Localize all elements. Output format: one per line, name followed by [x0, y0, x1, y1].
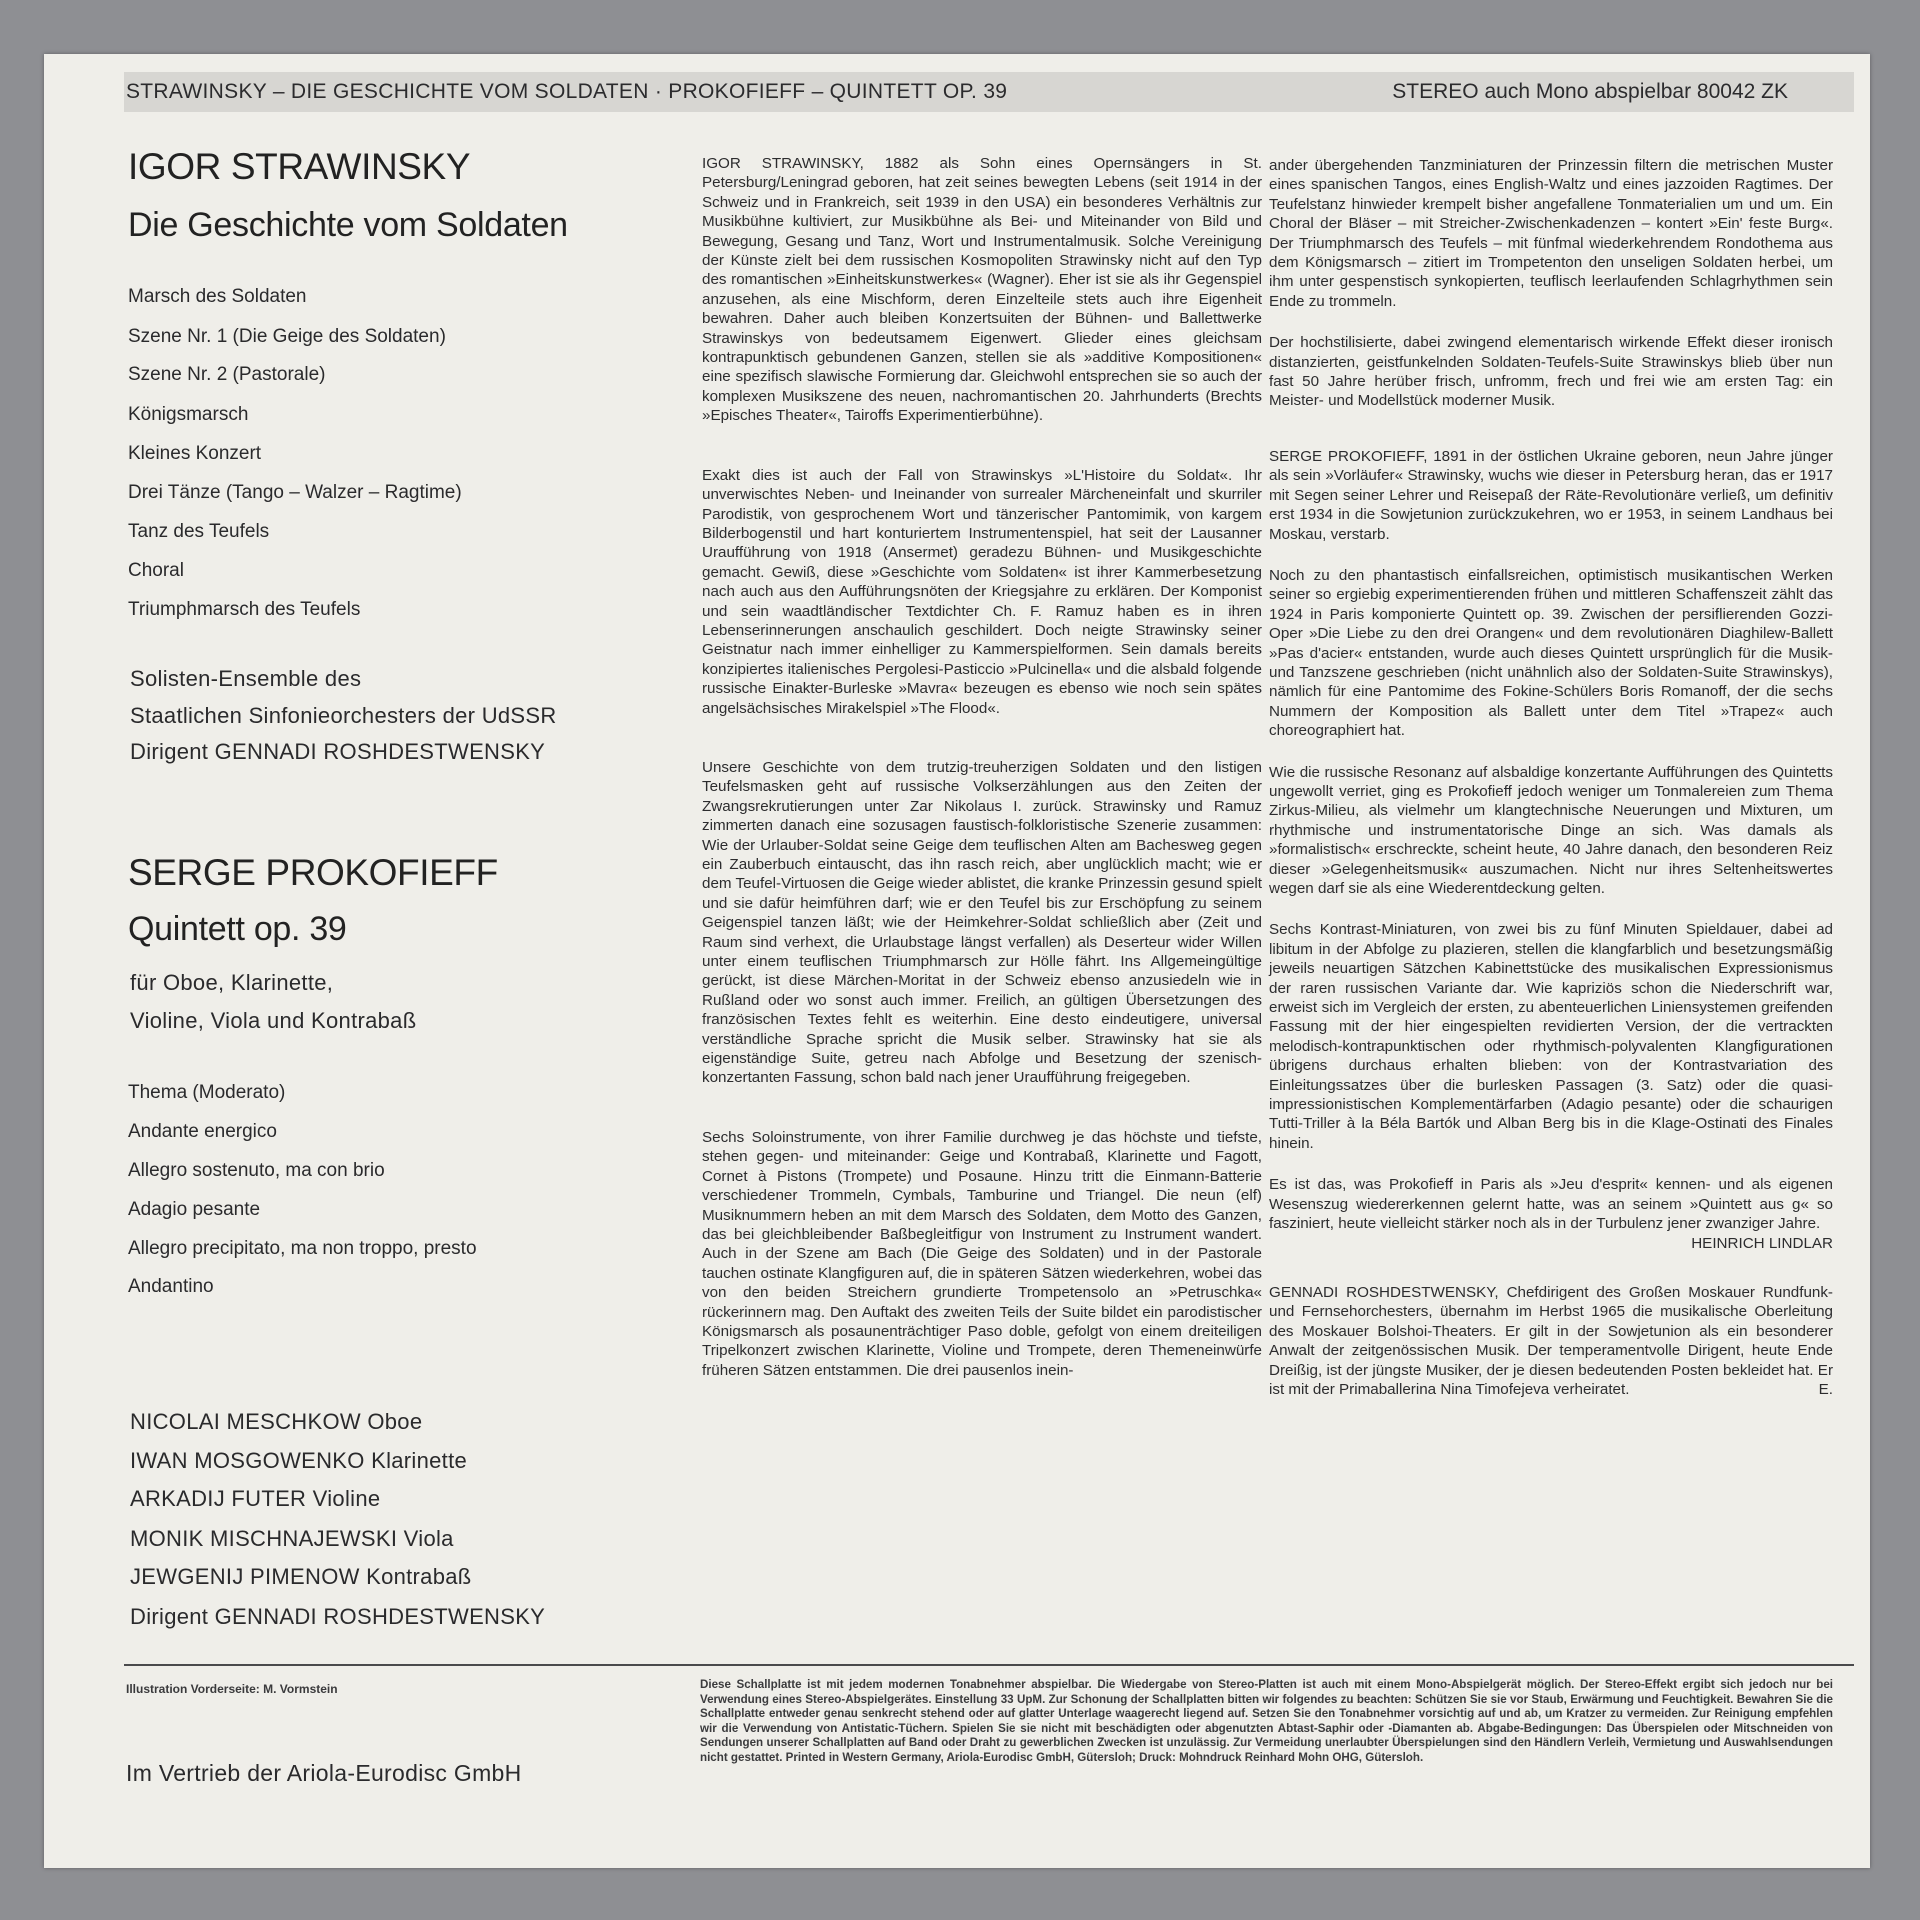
author-signature: HEINRICH LINDLAR — [1691, 1234, 1833, 1252]
footer-divider — [124, 1664, 1854, 1666]
liner-notes-right — [1269, 156, 1833, 1422]
liner-paragraph: Der hochstilisierte, dabei zwingend elementarisch wirkende Effekt dieser ironisch distanzierten, geistfunkelnden Soldaten-Teufels-Suite Strawinskys blieb über nun fast 50 Jahre herüber frisch, unfromm, frech und frei wie am ersten Tag: ein Meister- und Modellstück moderner Musik. — [1269, 334, 1833, 410]
performer-line: MONIK MISCHNAJEWSKI Viola — [130, 1526, 454, 1551]
liner-paragraph: Exakt dies ist auch der Fall von Strawinskys »L'Histoire du Soldat«. Ihr unverwischtes Neben- und Ineinander von surrealer Märcheneinfalt und skurriler Parodistik, von gesprochenem Wort und tänzerischer Pantomimik, von kargem Bilderbogenstil und hart konturiertem Instrumentenspiel, hat seit der Lausanner Uraufführung von 1918 (Ansermet) geradezu Bühnen- und Musikgeschichte gemacht. Gewiß, diese »Geschichte vom Soldaten« ist ihrer Kammerbesetzung nach auch aus den Aufführungsnöten der Kriegsjahre zu erklären. Der Komponist und sein waadtländischer Textdichter Ch. F. Ramuz haben es in ihren Lebenserinnerungen anschaulich geschildert. Doch neigte Strawinsky seiner Geistnatur nach immer einhelliger zu Kammerspielformen. Sein damals bereits konzipiertes italienisches Pergolesi-Pasticcio »Pulcinella« und die alsbald folgende russische Einakter-Burleske »Mavra« bezeugen es ebenso wie noch sein spätes angelsächsisches Mirakelspiel »The Flood«. — [702, 466, 1262, 717]
liner-paragraph: Es ist das, was Prokofieff in Paris als »Jeu d'esprit« kennen- und als eigenen Wesenszug wiedererkennen gelernt hatte, was an seinem »Quintett aus g« so fasziniert, heute vielleicht stärker noch als in der Turbulenz jener zwanziger Jahre. — [1269, 1176, 1833, 1233]
strawinsky-work: Die Geschichte vom Soldaten — [128, 206, 568, 244]
liner-notes-middle — [702, 154, 1262, 1402]
track-list-item: Andante energico — [128, 1121, 277, 1142]
playback-disclaimer: Diese Schallplatte ist mit jedem modernen Tonabnehmer abspielbar. Die Wiedergabe von Stereo-Platten ist auch mit einem Mono-Abspielgerät möglich. Der Stereo-Effekt ergibt sich jedoch nur bei Verwendung eines Stereo-Abspielgerätes. Einstellung 33 UpM. Zur Schonung der Schallplatten bitten wir folgendes zu beachten: Schützen Sie sie vor Staub, Erwärmung und Feuchtigkeit. Bewahren Sie die Schallplatte entweder genau senkrecht stehend oder auf glatter Unterlage waagerecht liegend auf. Setzen Sie den Tonabnehmer vorsichtig auf und ab, um Kratzer zu vermeiden. Zur Reinigung empfehlen wir die Verwendung von Antistatic-Tüchern. Spielen Sie sie nicht mit beschädigten oder abgenutzten Abtast-Saphir oder -Diamanten ab. Abgabe-Bedingungen: Das Überspielen oder Mitschneiden von Sendungen unserer Schallplatten auf Band oder Draht zu gewerblichen Zwecken ist unzulässig. Zur Vermeidung unerlaubter Überspielungen sind den Händlern Verleih, Vermietung und Auswahlsendungen nicht gestattet. Printed in Western Germany, Ariola-Eurodisc GmbH, Gütersloh; Druck: Mohndruck Reinhard Mohn OHG, Gütersloh. — [700, 1678, 1833, 1764]
liner-paragraph: Unsere Geschichte von dem trutzig-treuherzigen Soldaten und den listigen Teufelsmasken geht auf russische Volkserzählungen aus den Zeiten der Zwangsrekrutierungen unter Zar Nikolaus I. zurück. Strawinsky und Ramuz zimmerten danach eine sozusagen faustisch-folkloristische Szenerie zusammen: Wie der Urlauber-Soldat seine Geige dem teuflischen Alten am Bachesweg gegen ein Zauberbuch eintauscht, das ihn rasch reich, aber unglücklich macht; wie er dem Teufel-Virtuosen die Geige wieder ablistet, die kranke Prinzessin gesund spielt und sie dafür heimführen darf; wie er den Teufel bis zur Erschöpfung zu seinem Geigenspiel tanzen läßt; wie der Heimkehrer-Soldat schließlich aber (Zeit und Raum sind verhext, die Urlaubstage längst verfallen) als Deserteur wider Willen unter einem teuflischen Triumphmarsch zur Hölle fährt. Ins Allgemeingültige gerückt, ist diese Märchen-Moritat in der Schweiz ebenso anzusiedeln wie in Rußland oder wo sonst auch immer. Freilich, an gültigen Übersetzungen des französischen Textes fehlt es weiterhin. Eine desto eindeutigere, universal verständliche Sprache spricht die Musik selber. Strawinsky hat sie als eigenständige Suite, getreu nach Abfolge und Besetzung der szenisch-konzertanten Fassung, schon bald nach jener Uraufführung freigegeben. — [702, 758, 1263, 1087]
illustration-credit: Illustration Vorderseite: M. Vormstein — [126, 1682, 338, 1696]
track-list-item: Triumphmarsch des Teufels — [128, 599, 361, 620]
track-list-item: Allegro precipitato, ma non troppo, presto — [128, 1238, 477, 1259]
track-list-item: Allegro sostenuto, ma con brio — [128, 1160, 385, 1181]
conductor-bio-signature: E. — [1818, 1381, 1833, 1399]
ensemble-line: Dirigent GENNADI ROSHDESTWENSKY — [130, 739, 546, 764]
liner-paragraph: Sechs Soloinstrumente, von ihrer Familie durchweg je das höchste und tiefste, stehen gegen- und miteinander: Geige und Kontrabaß, Klarinette und Fagott, Cornet à Pistons (Trompete) und Posaune. Hinzu tritt die Einmann-Batterie verschiedener Trommeln, Cymbals, Tamburine und Triangel. Die neun (elf) Musiknummern heben an mit dem Marsch des Soldaten, dem Motto des Ganzen, das bei gleichbleibender Baßbegleitfigur von Instrument zu Instrument wandert. Auch in der Szene am Bach (Die Geige des Soldaten) und in der Pastorale tauchen ostinate Klangfiguren auf, die in späteren Sätzen wiederkehren, wobei das von den beiden Streichern grundierte Trompetensolo an »Petruschka« rückerinnern mag. Den Auftakt des zweiten Teils der Suite bildet ein parodistischer Königsmarsch als posaunenträchtiger Paso doble, gefolgt von einem dreiteiligen Tripelkonzert zwischen Klarinette, Violine und Trompete, deren Themeneinwürfe früheren Sätzen entstammen. Die drei pausenlos inein- — [702, 1128, 1262, 1379]
track-list-item: Marsch des Soldaten — [128, 286, 307, 307]
track-list-item: Adagio pesante — [128, 1199, 261, 1220]
performer-line: JEWGENIJ PIMENOW Kontrabaß — [130, 1564, 472, 1589]
track-list-item: Andantino — [128, 1276, 214, 1297]
instrumentation-line: für Oboe, Klarinette, — [130, 970, 334, 995]
header-catalog: STEREO auch Mono abspielbar 80042 ZK — [1392, 80, 1788, 103]
ensemble-line: Solisten-Ensemble des — [130, 666, 362, 691]
track-list-item: Thema (Moderato) — [128, 1082, 286, 1103]
record-sleeve-back — [44, 54, 1870, 1868]
performer-line: NICOLAI MESCHKOW Oboe — [130, 1409, 423, 1434]
liner-paragraph: Sechs Kontrast-Miniaturen, von zwei bis zu fünf Minuten Spieldauer, dabei ad libitum in der Abfolge zu plazieren, stellen die klangfarblich und besetzungsmäßig jeweils neuartigen Sätzchen Kabinettstücke des musikalischen Expressionismus der raren russischen Variante dar. Wie kapriziös schon die Niederschrift war, erweist sich im Vergleich der ersten, zu abenteuerlichen Liniensystemen greifenden Fassung mit der hier eingespielten revidierten Version, der die vertrackten melodisch-kontrapunktischen oder rhythmisch-polyvalenten Klangfigurationen übrigens durchaus erhalten blieben: von der Kontrastvariation des Einleitungssatzes über die burlesken Passagen (3. Satz) oder die quasi-impressionistischen Komplementärfarben (Adagio pesante) oder die schaurigen Tutti-Triller à la Béla Bartók und Alban Berg bis in die Klage-Ostinati des Finales hinein. — [1269, 921, 1833, 1152]
header-title: STRAWINSKY – DIE GESCHICHTE VOM SOLDATEN · PROKOFIEFF – QUINTETT OP. 39 — [126, 80, 1008, 103]
liner-paragraph: Wie die russische Resonanz auf alsbaldige konzertante Aufführungen des Quintetts ungewollt verriet, ging es Prokofieff jedoch weniger um Tonmalereien zum Thema Zirkus-Milieu, als vielmehr um klangtechnische Neuerungen und Mixturen, um rhythmische und instrumentatorische Dinge an sich. Was damals als »formalistisch« erschreckte, scheint heute, 40 Jahre danach, den besonderen Reiz dieser »Gelegenheitsmusik« auszumachen. Nicht nur ihres Seltenheitswertes wegen darf sie als eine Wiederentdeckung gelten. — [1269, 763, 1833, 897]
strawinsky-composer: IGOR STRAWINSKY — [128, 146, 471, 187]
performer-line: ARKADIJ FUTER Violine — [130, 1486, 381, 1511]
track-list-item: Königsmarsch — [128, 404, 249, 425]
track-list-item: Tanz des Teufels — [128, 521, 270, 542]
liner-paragraph: IGOR STRAWINSKY, 1882 als Sohn eines Opernsängers in St. Petersburg/Leningrad geboren, hat zeit seines bewegten Lebens (seit 1914 in der Schweiz und in Frankreich, seit 1939 in den USA) ein besonderes Verhältnis zur Musikbühne kultiviert, zur Musikbühne als Bei- und Miteinander von Bild und Bewegung, Gesang und Tanz, Wort und Instrumentalmusik. Solche Vereinigung der Künste zielt bei dem russischen Kosmopoliten Strawinsky nicht auf den Typ des romantischen »Einheitskunstwerkes« (Wagner). Eher ist sie als ihr Gegenspiel anzusehen, als eine Mischform, deren Einzelteile stets auch ihre Eigenheit bewahren. Daher auch bleiben Konzertsuiten der Bühnen- und Ballettwerke Strawinskys von bedeutsamem Eigenwert. Glieder eines gleichsam kontrapunktisch gebundenen Ganzen, stellen sie als »additive Kompositionen« eine spezifisch slawische Formierung dar. Gleichwohl entsprechen sie so auch der komplexen Musikszene des neuen, nachromantischen 20. Jahrhunderts (Brechts »Episches Theater«, Tairoffs Experimentierbühne). — [702, 155, 1262, 425]
track-list-item: Szene Nr. 1 (Die Geige des Soldaten) — [128, 326, 446, 347]
prokofieff-composer: SERGE PROKOFIEFF — [128, 852, 498, 893]
track-list-item: Szene Nr. 2 (Pastorale) — [128, 364, 326, 385]
prokofieff-work: Quintett op. 39 — [128, 910, 347, 948]
distribution-credit: Im Vertrieb der Ariola-Eurodisc GmbH — [126, 1760, 522, 1786]
performer-line: IWAN MOSGOWENKO Klarinette — [130, 1448, 468, 1473]
liner-paragraph: ander übergehenden Tanzminiaturen der Prinzessin filtern die metrischen Muster eines spanischen Tangos, eines English-Waltz und eines jazzoiden Ragtimes. Der Teufelstanz hinwieder krempelt bisher angefallene Tonmaterialien um und um. Ein Choral der Bläser – mit Streicher-Zwischenkadenzen – kontert »Ein' feste Burg«. Der Triumphmarsch des Teufels – mit fünfmal wiederkehrendem Rondothema aus dem Königsmarsch – zitiert im Trompetenton den unseligen Soldaten herbei, um ihm unter gespenstisch synkopierten, teuflisch leerlaufenden Schlagrhythmen sein Ende zu trommeln. — [1269, 157, 1833, 310]
performer-line: Dirigent GENNADI ROSHDESTWENSKY — [130, 1604, 546, 1629]
track-list-item: Kleines Konzert — [128, 443, 262, 464]
conductor-bio: GENNADI ROSHDESTWENSKY, Chefdirigent des Großen Moskauer Rundfunk- und Fernsehorchesters, übernahm im Herbst 1965 die musikalische Oberleitung des Moskauer Bolshoi-Theaters. Er gilt in der Sowjetunion als ein besonderer Anwalt der zeitgenössischen Musik. Der temperamentvolle Dirigent, heute Ende Dreißig, ist der jüngste Musiker, der je diesen bedeutenden Posten bekleidet hat. Er ist mit der Primaballerina Nina Timofejeva verheiratet. — [1269, 1283, 1833, 1398]
track-list-item: Drei Tänze (Tango – Walzer – Ragtime) — [128, 482, 462, 503]
track-list-item: Choral — [128, 560, 184, 581]
ensemble-line: Staatlichen Sinfonieorchesters der UdSSR — [130, 703, 557, 728]
liner-paragraph: SERGE PROKOFIEFF, 1891 in der östlichen Ukraine geboren, neun Jahre jünger als sein »Vorläufer« Strawinsky, wuchs wie dieser in Petersburg heran, das er 1917 mit Segen seiner Lehrer und Reisepaß der Räte-Revolutionäre verließ, um definitiv erst 1934 in die Sowjetunion zurückzukehren, wo er 1953, in seinem Landhaus bei Moskau, verstarb. — [1269, 447, 1833, 543]
instrumentation-line: Violine, Viola und Kontrabaß — [130, 1008, 417, 1033]
liner-paragraph: Noch zu den phantastisch einfallsreichen, optimistisch musikantischen Werken seiner so ergiebig experimentierenden frühen und mittleren Schaffenszeit zählt das 1924 in Paris komponierte Quintett op. 39. Zwischen der persiflierenden Gozzi-Oper »Die Liebe zu den drei Orangen« und dem revolutionären Diaghilew-Ballett »Pas d'acier« entstanden, wurde auch dieses Quintett ursprünglich für die Musik- und Tanzszene geschrieben (nicht unähnlich also der Soldaten-Suite Strawinskys), nämlich für eine Pantomime des Fokine-Schülers Boris Romanoff, der die sechs Nummern der Komposition als Ballett unter dem Titel »Trapez« auch choreographiert hat. — [1269, 566, 1833, 740]
